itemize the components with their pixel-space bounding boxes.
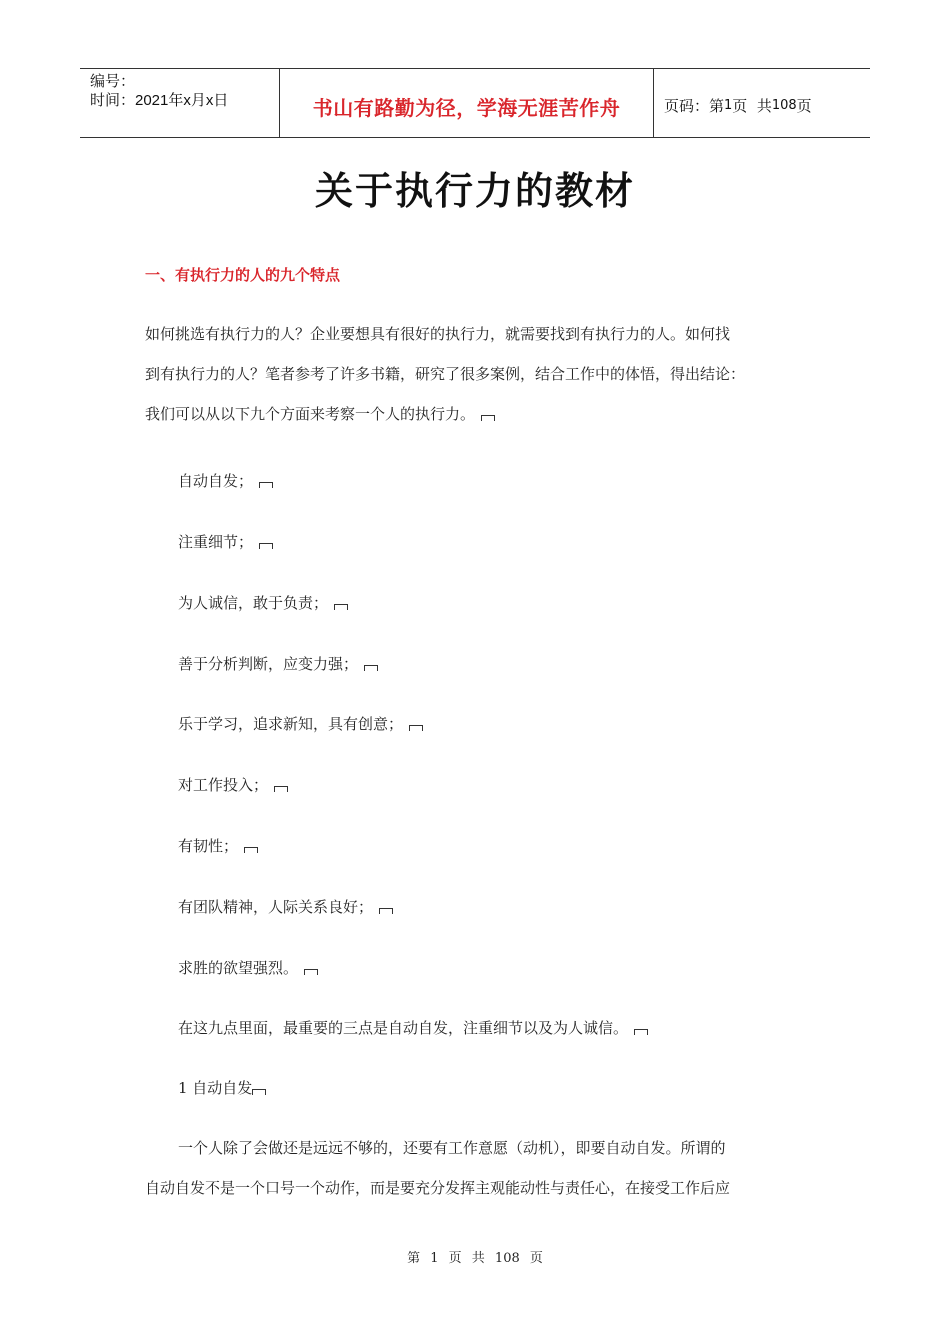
paragraph-mark-icon (259, 482, 273, 488)
paragraph-mark-icon (379, 908, 393, 914)
trait-item: 善于分析判断，应变力强； (178, 653, 378, 674)
trait-item: 注重细节； (178, 531, 273, 552)
page-footer: 第 1 页 共 108 页 (407, 1251, 543, 1266)
paragraph-mark-icon (274, 786, 288, 792)
number-label: 编号： (90, 73, 136, 90)
page-mid: 页 共 (732, 96, 772, 115)
header-meta (80, 69, 280, 137)
page-total: 108 (771, 97, 797, 113)
paragraph-mark-icon (364, 665, 378, 671)
trait-item: 有团队精神，人际关系良好； (178, 896, 393, 917)
summary-paragraph: 在这九点里面，最重要的三点是自动自发，注重细节以及为人诚信。 (178, 1017, 648, 1038)
trait-item: 对工作投入； (178, 774, 288, 795)
paragraph-mark-icon (252, 1089, 266, 1095)
body-line: 一个人除了会做还是远远不够的，还要有工作意愿（动机），即要自动自发。所谓的 (178, 1139, 726, 1157)
trait-item: 乐于学习，追求新知，具有创意； (178, 713, 423, 734)
subheading: 1 自动自发 (178, 1077, 266, 1098)
trait-item: 求胜的欲望强烈。 (178, 957, 318, 978)
paragraph-mark-icon (409, 725, 423, 731)
intro-line: 我们可以从以下九个方面来考察一个人的执行力。 (145, 394, 815, 434)
page-suffix: 页 (796, 96, 812, 115)
page-current: 1 (724, 97, 733, 113)
document-title: 关于执行力的教材 (314, 168, 635, 213)
paragraph-mark-icon (481, 415, 495, 421)
body-line: 自动自发不是一个口号一个动作，而是要充分发挥主观能动性与责任心，在接受工作后应 (145, 1179, 731, 1197)
paragraph-mark-icon (259, 543, 273, 549)
page-prefix: 页码：第 (664, 96, 725, 115)
intro-line: 到有执行力的人？笔者参考了许多书籍，研究了很多案例，结合工作中的体悟，得出结论： (145, 365, 746, 383)
trait-item: 有韧性； (178, 835, 258, 856)
paragraph-mark-icon (304, 969, 318, 975)
time-label: 时间：2021年x月x日 (90, 92, 229, 109)
intro-line: 如何挑选有执行力的人？企业要想具有很好的执行力，就需要找到有执行力的人。如何找 (145, 325, 731, 343)
body-paragraph (145, 1128, 815, 1208)
header-page-info (654, 69, 870, 137)
header-motto: 书山有路勤为径，学海无涯苦作舟 (280, 69, 654, 137)
section-heading: 一、有执行力的人的九个特点 (145, 266, 341, 284)
paragraph-mark-icon (244, 847, 258, 853)
intro-paragraph (145, 314, 815, 434)
trait-item: 为人诚信，敢于负责； (178, 592, 348, 613)
trait-item: 自动自发； (178, 470, 273, 491)
paragraph-mark-icon (334, 604, 348, 610)
paragraph-mark-icon (634, 1029, 648, 1035)
header-table (80, 68, 870, 138)
